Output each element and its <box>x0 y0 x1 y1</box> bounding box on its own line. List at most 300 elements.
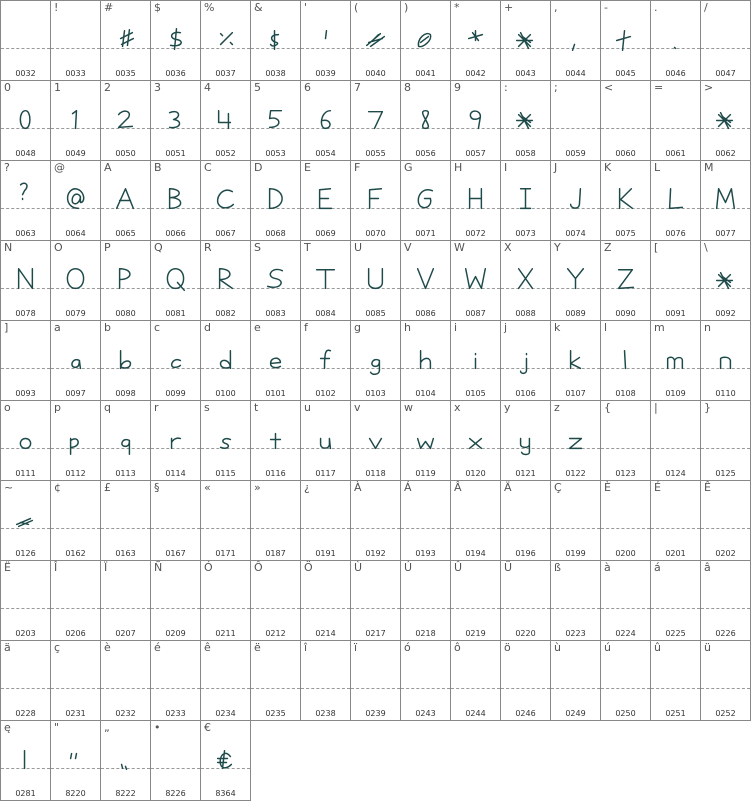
glyph-code: 0167 <box>165 549 186 558</box>
glyph-label: X <box>504 241 512 254</box>
baseline-guide <box>301 688 350 689</box>
glyph-code: 0053 <box>265 149 286 158</box>
glyph-stroke <box>221 33 233 45</box>
baseline-guide <box>401 688 450 689</box>
glyph-cell <box>651 481 700 560</box>
glyph-stroke <box>270 189 282 209</box>
glyph-label: B <box>154 161 162 174</box>
glyph-stroke <box>418 190 432 208</box>
glyph-code: 0092 <box>715 309 736 318</box>
baseline-guide <box>601 688 650 689</box>
glyph-cell <box>51 161 100 240</box>
glyph-label: 7 <box>354 81 361 94</box>
glyph-label: ê <box>204 641 211 654</box>
glyph-stroke <box>670 189 683 209</box>
glyph-stroke <box>71 439 79 455</box>
glyph-cell <box>51 1 100 80</box>
glyph-code: 0063 <box>15 229 36 238</box>
glyph-cell <box>601 161 650 240</box>
glyph-code: 0202 <box>715 549 736 558</box>
glyph-label: ú <box>604 641 611 654</box>
glyph-label: N <box>4 241 13 254</box>
grid-line <box>0 480 751 481</box>
glyph-cell <box>401 481 450 560</box>
grid-line <box>50 0 51 801</box>
glyph-cell <box>501 481 550 560</box>
glyph-stroke <box>668 357 683 368</box>
glyph-cell <box>1 641 50 720</box>
glyph-code: 0214 <box>315 629 336 638</box>
glyph-stroke <box>568 269 584 289</box>
glyph-code: 0069 <box>315 229 336 238</box>
glyph-code: 0061 <box>665 149 686 158</box>
glyph-cell <box>601 1 650 80</box>
glyph-label: Ú <box>404 561 413 574</box>
glyph-code: 0223 <box>565 629 586 638</box>
glyph-code: 0039 <box>315 69 336 78</box>
glyph-stroke <box>172 438 181 448</box>
glyph-label: 5 <box>254 81 261 94</box>
glyph-label: ; <box>554 81 558 94</box>
glyph-label: h <box>404 321 411 334</box>
baseline-guide <box>351 688 400 689</box>
glyph-code: 0196 <box>515 549 536 558</box>
glyph-stroke <box>19 269 33 289</box>
glyph-code: 0084 <box>315 309 336 318</box>
grid-line <box>350 0 351 721</box>
glyph-label: T <box>304 241 311 254</box>
glyph-code: 0122 <box>565 469 586 478</box>
glyph-cell <box>1 481 50 560</box>
glyph-cell <box>1 401 50 480</box>
glyph-cell <box>51 401 100 480</box>
glyph-cell <box>601 641 650 720</box>
glyph-cell <box>151 161 200 240</box>
glyph-stroke <box>470 111 480 128</box>
grid-line <box>0 240 751 241</box>
glyph-cell <box>1 161 50 240</box>
glyph-cell <box>201 81 250 160</box>
glyph-code: 0201 <box>665 549 686 558</box>
glyph-cell <box>301 401 350 480</box>
glyph-cell <box>51 721 100 800</box>
glyph-cell <box>151 641 200 720</box>
glyph-label: c <box>154 321 161 334</box>
glyph-cell <box>351 161 400 240</box>
glyph-code: 0088 <box>515 309 536 318</box>
glyph-label: Ô <box>254 561 263 574</box>
glyph-code: 0038 <box>265 69 286 78</box>
glyph-label: É <box>654 481 661 494</box>
glyph-code: 8222 <box>115 789 136 798</box>
glyph-label: O <box>54 241 63 254</box>
glyph-label: ç <box>54 641 61 654</box>
glyph-label: k <box>554 321 561 334</box>
glyph-stroke <box>317 270 335 289</box>
glyph-label: ¢ <box>54 481 61 494</box>
glyph-cell <box>151 401 200 480</box>
glyph-code: 0121 <box>515 469 536 478</box>
glyph-cell <box>601 401 650 480</box>
glyph-cell <box>201 241 250 320</box>
glyph-code: 0219 <box>465 629 486 638</box>
baseline-guide <box>651 288 700 289</box>
glyph-code: 8226 <box>165 789 186 798</box>
glyph-label: Ê <box>704 481 711 494</box>
glyph-label: G <box>404 161 413 174</box>
glyph-cell <box>401 401 450 480</box>
glyph-cell <box>651 241 700 320</box>
glyph-code: 0171 <box>215 549 236 558</box>
glyph-label: á <box>654 561 661 574</box>
grid-line <box>300 0 301 721</box>
glyph-cell <box>151 321 200 400</box>
glyph-label: Ç <box>554 481 562 494</box>
glyph-stroke <box>421 351 431 369</box>
grid-line <box>0 400 751 401</box>
glyph-code: 0054 <box>315 149 336 158</box>
glyph-cell <box>51 321 100 400</box>
glyph-label: ß <box>554 561 561 574</box>
glyph-code: 0045 <box>615 69 636 78</box>
glyph-label: H <box>454 161 463 174</box>
glyph-stroke <box>418 269 434 289</box>
glyph-label: ? <box>4 161 10 174</box>
glyph-cell <box>351 481 400 560</box>
glyph-code: 0126 <box>15 549 36 558</box>
baseline-guide <box>601 128 650 129</box>
glyph-code: 0200 <box>615 549 636 558</box>
glyph-cell <box>401 161 450 240</box>
glyph-label: Ñ <box>154 561 163 574</box>
glyph-label: Á <box>404 481 412 494</box>
grid-line <box>550 0 551 721</box>
glyph-label: û <box>654 641 661 654</box>
baseline-guide <box>451 608 500 609</box>
glyph-cell <box>451 161 500 240</box>
baseline-guide <box>51 688 100 689</box>
glyph-stroke <box>20 111 30 129</box>
glyph-stroke <box>369 112 383 129</box>
glyph-code: 0238 <box>315 709 336 718</box>
glyph-code: 0217 <box>365 629 386 638</box>
baseline-guide <box>501 528 550 529</box>
glyph-code: 0101 <box>265 389 286 398</box>
glyph-stroke <box>570 439 582 449</box>
glyph-label: Ü <box>504 561 513 574</box>
glyph-cell <box>251 561 300 640</box>
glyph-code: 0033 <box>65 69 86 78</box>
baseline-guide <box>301 528 350 529</box>
glyph-cell <box>201 641 250 720</box>
glyph-stroke <box>71 754 77 759</box>
grid-line <box>0 160 751 161</box>
glyph-code: 0040 <box>365 69 386 78</box>
glyph-code: 0281 <box>15 789 36 798</box>
glyph-code: 0037 <box>215 69 236 78</box>
glyph-cell <box>501 641 550 720</box>
glyph-cell <box>601 481 650 560</box>
glyph-label: q <box>104 401 111 414</box>
glyph-code: 0239 <box>365 709 386 718</box>
glyph-stroke <box>571 351 581 369</box>
glyph-cell <box>101 241 150 320</box>
glyph-stroke <box>172 360 181 368</box>
glyph-code: 0112 <box>65 469 86 478</box>
glyph-code: 0057 <box>465 149 486 158</box>
glyph-cell <box>51 641 100 720</box>
glyph-label: < <box>604 81 614 94</box>
baseline-guide <box>651 688 700 689</box>
glyph-stroke <box>170 189 181 209</box>
glyph-code: 0119 <box>415 469 436 478</box>
baseline-guide <box>701 48 750 49</box>
glyph-cell <box>651 321 700 400</box>
glyph-code: 0218 <box>415 629 436 638</box>
glyph-code: 0083 <box>265 309 286 318</box>
baseline-guide <box>551 528 600 529</box>
glyph-label: D <box>254 161 263 174</box>
glyph-stroke <box>573 44 575 50</box>
glyph-label: v <box>354 401 361 414</box>
glyph-stroke <box>17 519 33 527</box>
glyph-stroke <box>619 270 634 289</box>
glyph-stroke <box>117 189 134 209</box>
glyph-label: Ö <box>304 561 313 574</box>
glyph-label: I <box>504 161 508 174</box>
glyph-code: 8220 <box>65 789 86 798</box>
glyph-stroke <box>218 751 232 769</box>
glyph-code: 0035 <box>115 69 136 78</box>
glyph-stroke <box>221 439 231 449</box>
glyph-label: 3 <box>154 81 161 94</box>
glyph-code: 0187 <box>265 549 286 558</box>
baseline-guide <box>451 528 500 529</box>
glyph-cell <box>301 321 350 400</box>
glyph-label: » <box>254 481 261 494</box>
baseline-guide <box>1 608 50 609</box>
glyph-label: S <box>254 241 261 254</box>
glyph-label: o <box>4 401 11 414</box>
baseline-guide <box>201 528 250 529</box>
glyph-cell <box>401 241 450 320</box>
glyph-cell <box>51 561 100 640</box>
glyph-cell <box>651 81 700 160</box>
glyph-cell <box>701 81 750 160</box>
glyph-code: 0116 <box>265 469 286 478</box>
glyph-code: 0224 <box>615 629 636 638</box>
glyph-code: 0059 <box>565 149 586 158</box>
glyph-label: $ <box>154 1 161 14</box>
glyph-label: . <box>654 1 658 14</box>
glyph-label: À <box>354 481 362 494</box>
glyph-cell <box>1 81 50 160</box>
glyph-code: 0098 <box>115 389 136 398</box>
glyph-code: 0105 <box>465 389 486 398</box>
baseline-guide <box>601 608 650 609</box>
glyph-cell <box>351 401 400 480</box>
glyph-label: é <box>154 641 161 654</box>
glyph-stroke <box>721 357 731 368</box>
glyph-cell <box>201 1 250 80</box>
glyph-cell <box>201 401 250 480</box>
glyph-label: « <box>204 481 211 494</box>
baseline-guide <box>501 688 550 689</box>
glyph-code: 0249 <box>565 709 586 718</box>
glyph-cell <box>451 561 500 640</box>
glyph-code: 0047 <box>715 69 736 78</box>
glyph-label: P <box>104 241 111 254</box>
glyph-code: 0087 <box>465 309 486 318</box>
baseline-guide <box>651 528 700 529</box>
glyph-label: 1 <box>54 81 61 94</box>
glyph-cell <box>651 641 700 720</box>
glyph-label: w <box>404 401 413 414</box>
glyph-cell <box>101 401 150 480</box>
glyph-label: e <box>254 321 261 334</box>
glyph-cell <box>51 81 100 160</box>
glyph-cell <box>1 721 50 800</box>
grid-line <box>200 0 201 801</box>
glyph-cell <box>201 561 250 640</box>
glyph-label: - <box>604 1 608 14</box>
glyph-label: • <box>154 721 161 734</box>
glyph-label: d <box>204 321 211 334</box>
glyph-code: 0074 <box>565 229 586 238</box>
glyph-code: 0073 <box>515 229 536 238</box>
glyph-code: 0194 <box>465 549 486 558</box>
glyph-label: f <box>304 321 308 334</box>
glyph-cell <box>651 401 700 480</box>
glyph-stroke <box>521 354 527 374</box>
glyph-label: î <box>304 641 308 654</box>
baseline-guide <box>251 528 300 529</box>
glyph-label: x <box>454 401 461 414</box>
glyph-label: E <box>304 161 311 174</box>
glyph-code: 0124 <box>665 469 686 478</box>
glyph-stroke <box>67 269 83 289</box>
glyph-code: 0086 <box>415 309 436 318</box>
glyph-cell <box>301 81 350 160</box>
glyph-code: 0109 <box>665 389 686 398</box>
glyph-cell <box>701 241 750 320</box>
glyph-code: 0062 <box>715 149 736 158</box>
glyph-label: + <box>504 1 514 14</box>
baseline-guide <box>501 608 550 609</box>
glyph-code: 0125 <box>715 469 736 478</box>
glyph-cell <box>301 641 350 720</box>
glyph-code: 0077 <box>715 229 736 238</box>
glyph-cell <box>501 561 550 640</box>
glyph-label: g <box>354 321 361 334</box>
baseline-guide <box>651 448 700 449</box>
glyph-label: : <box>504 81 508 94</box>
glyph-cell <box>1 321 50 400</box>
glyph-cell <box>1 1 50 80</box>
baseline-guide <box>201 688 250 689</box>
glyph-code: 0064 <box>65 229 86 238</box>
baseline-guide <box>151 688 200 689</box>
baseline-guide <box>701 608 750 609</box>
glyph-cell <box>251 641 300 720</box>
glyph-code: 0233 <box>165 709 186 718</box>
glyph-code: 0055 <box>365 149 386 158</box>
glyph-cell <box>551 161 600 240</box>
glyph-label: s <box>204 401 210 414</box>
baseline-guide <box>1 48 50 49</box>
glyph-code: 0103 <box>365 389 386 398</box>
glyph-code: 0232 <box>115 709 136 718</box>
glyph-label: 2 <box>104 81 111 94</box>
baseline-guide <box>701 528 750 529</box>
glyph-label: 9 <box>454 81 461 94</box>
glyph-code: 0114 <box>165 469 186 478</box>
grid-line <box>100 0 101 801</box>
glyph-code: 0058 <box>515 149 536 158</box>
glyph-cell <box>51 481 100 560</box>
glyph-cell <box>451 81 500 160</box>
glyph-cell <box>251 401 300 480</box>
glyph-code: 0042 <box>465 69 486 78</box>
baseline-guide <box>251 688 300 689</box>
glyph-label: ï <box>354 641 358 654</box>
glyph-cell <box>701 481 750 560</box>
glyph-code: 0207 <box>115 629 136 638</box>
glyph-label: ä <box>4 641 11 654</box>
glyph-code: 0212 <box>265 629 286 638</box>
glyph-stroke <box>418 34 430 47</box>
glyph-label: } <box>704 401 711 414</box>
glyph-label: \ <box>704 241 708 254</box>
glyph-cell <box>101 641 150 720</box>
baseline-guide <box>101 528 150 529</box>
glyph-stroke <box>717 189 735 209</box>
glyph-code: 0079 <box>65 309 86 318</box>
glyph-code: 0093 <box>15 389 36 398</box>
baseline-guide <box>201 608 250 609</box>
glyph-code: 0228 <box>15 709 36 718</box>
glyph-label: j <box>504 321 508 334</box>
glyph-stroke <box>423 111 429 129</box>
glyph-cell <box>251 81 300 160</box>
glyph-code: 0060 <box>615 149 636 158</box>
glyph-label: è <box>104 641 111 654</box>
glyph-cell <box>551 241 600 320</box>
glyph-label: " <box>54 721 60 734</box>
glyph-stroke <box>370 439 382 449</box>
glyph-cell <box>501 321 550 400</box>
glyph-label: L <box>654 161 661 174</box>
glyph-label: a <box>54 321 61 334</box>
glyph-cell <box>451 641 500 720</box>
glyph-label: Y <box>554 241 561 254</box>
glyph-stroke <box>221 351 231 369</box>
glyph-stroke <box>320 189 332 209</box>
glyph-code: 0046 <box>665 69 686 78</box>
glyph-cell <box>351 641 400 720</box>
glyph-label: 0 <box>4 81 11 94</box>
glyph-stroke <box>122 764 127 769</box>
glyph-stroke <box>119 111 133 127</box>
glyph-cell <box>201 481 250 560</box>
glyph-code: 0082 <box>215 309 236 318</box>
glyph-label: € <box>204 721 211 734</box>
glyph-stroke <box>218 190 234 208</box>
glyph-cell <box>151 481 200 560</box>
glyph-code: 0252 <box>715 709 736 718</box>
baseline-guide <box>601 448 650 449</box>
glyph-label: § <box>154 481 160 494</box>
